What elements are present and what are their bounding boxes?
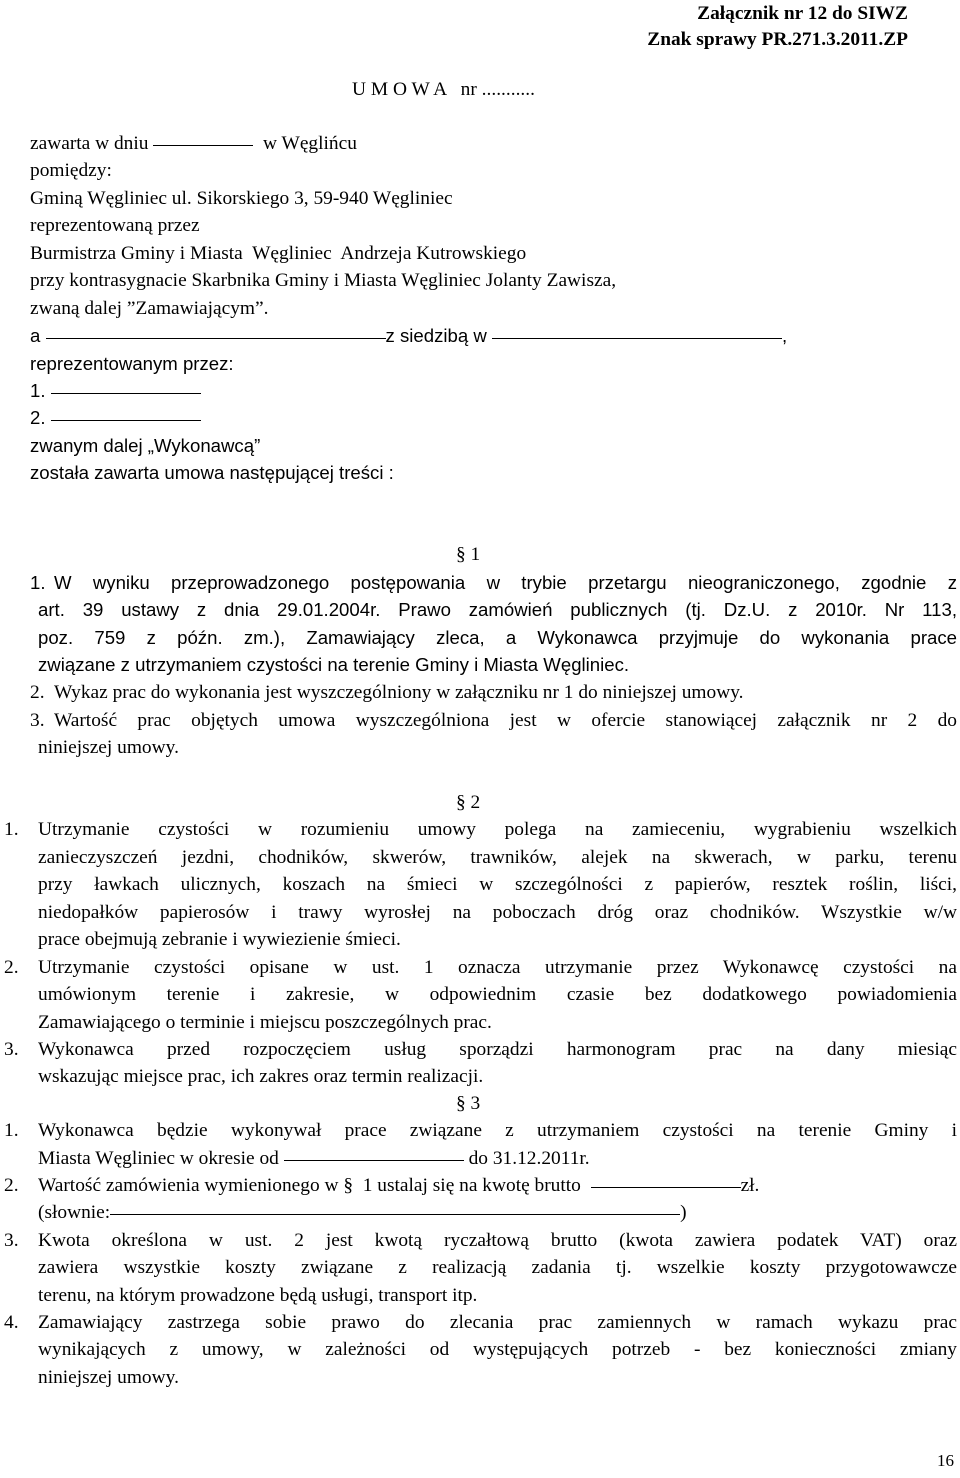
attachment-label: Załącznik nr 12 do SIWZ bbox=[697, 3, 908, 24]
s1-p3-number: 3. bbox=[30, 710, 45, 731]
contractor-defined: zwanym dalej „Wykonawcą” bbox=[30, 435, 261, 456]
s3-p3-line: Kwota określona w ust. 2 jest kwotą ryczałtową brutto (kwota zawiera podatek VAT) oraz bbox=[38, 1230, 957, 1251]
s3-p2-words-line: (słownie: ) bbox=[38, 1202, 687, 1223]
s1-p1-line: poz. 759 z późn. zm.), Zamawiający zleca, a Wykonawca przyjmuje do wykonania prace bbox=[38, 627, 957, 648]
represented-by-2: reprezentowanym przez: bbox=[30, 353, 234, 374]
rep-line-2: 2. bbox=[30, 409, 201, 428]
party1-address: Gminą Węgliniec ul. Sikorskiego 3, 59-940 Węgliniec bbox=[30, 188, 453, 209]
s3-p3-line: zawiera wszystkie koszty związane z realizacją zadania tj. wszelkie koszty przygotowawcze bbox=[38, 1257, 957, 1278]
s1-p2-number: 2. bbox=[30, 682, 45, 703]
s3-p4-line: Zamawiający zastrzega sobie prawo do zlecania prac zamiennych w ramach wykazu prac bbox=[38, 1312, 957, 1333]
case-number: Znak sprawy PR.271.3.2011.ZP bbox=[647, 29, 908, 50]
s3-p2-number: 2. bbox=[4, 1175, 19, 1196]
s3-p2-amount-line: Wartość zamówienia wymienionego w § 1 ustalaj się na kwotę brutto zł. bbox=[38, 1175, 760, 1196]
s1-p2-line: Wykaz prac do wykonania jest wyszczególniony w załączniku nr 1 do niniejszej umowy. bbox=[54, 682, 744, 703]
s2-p3-line: wskazując miejsce prac, ich zakres oraz termin realizacji. bbox=[38, 1066, 484, 1087]
s3-p4-line: niniejszej umowy. bbox=[38, 1367, 179, 1388]
s3-p1-term-line: Miasta Węgliniec w okresie od do 31.12.2011r. bbox=[38, 1148, 590, 1169]
concluded-date-line: zawarta w dniu w Węglińcu bbox=[30, 133, 357, 154]
section-2-heading: § 2 bbox=[456, 792, 481, 813]
s1-p1-line: związane z utrzymaniem czystości na terenie Gminy i Miasta Węgliniec. bbox=[38, 654, 630, 675]
s2-p1-line: zanieczyszczeń jezdni, chodników, skwerów, trawników, alejek na skwerach, w parku, terenu bbox=[38, 847, 957, 868]
rep1-blank bbox=[51, 393, 201, 394]
rep-line-1: 1. bbox=[30, 382, 201, 401]
mayor-line: Burmistrza Gminy i Miasta Węgliniec Andrzeja Kutrowskiego bbox=[30, 243, 527, 264]
contractor-seat-line: a z siedzibą w , bbox=[30, 325, 788, 346]
between-label: pomiędzy: bbox=[30, 160, 112, 181]
s2-p3-number: 3. bbox=[4, 1039, 19, 1060]
s1-p3-line: Wartość prac objętych umowa wyszczególniona jest w ofercie stanowiącej załącznik nr 2 do bbox=[54, 710, 957, 731]
s3-p4-line: wynikających z umowy, w zależności od występujących potrzeb - bez konieczności zmiany bbox=[38, 1339, 957, 1360]
s1-p1-number: 1. bbox=[30, 572, 46, 593]
s2-p1-line: prace obejmują zebranie i wywiezienie śmieci. bbox=[38, 929, 401, 950]
section-1-heading: § 1 bbox=[456, 544, 481, 565]
contract-title: U M O W A nr ........... bbox=[352, 79, 535, 100]
s3-p3-line: terenu, na którym prowadzone będą usługi, transport itp. bbox=[38, 1285, 478, 1306]
seat-blank bbox=[492, 338, 782, 339]
s3-p1-line: Wykonawca będzie wykonywał prace związane z utrzymaniem czystości na terenie Gminy i bbox=[38, 1120, 957, 1141]
s1-p3-line: niniejszej umowy. bbox=[38, 737, 179, 758]
s2-p2-line: Utrzymanie czystości opisane w ust. 1 oznacza utrzymanie przez Wykonawcę czystości na bbox=[38, 957, 957, 978]
s2-p2-line: Zamawiającego o terminie i miejscu poszczególnych prac. bbox=[38, 1012, 492, 1033]
date-blank bbox=[153, 145, 253, 146]
concluded-line: została zawarta umowa następującej treści : bbox=[30, 462, 394, 483]
s2-p1-number: 1. bbox=[4, 819, 19, 840]
employer-defined: zwaną dalej ”Zamawiającym”. bbox=[30, 298, 269, 319]
s2-p1-line: przy ławkach ulicznych, koszach na śmieci w szczególności z papierów, resztek roślin, liści, bbox=[38, 874, 957, 895]
s3-p1-number: 1. bbox=[4, 1120, 19, 1141]
s2-p2-line: umówionym terenie i zakresie, w odpowiednim czasie bez dodatkowego powiadomienia bbox=[38, 984, 957, 1005]
s2-p1-line: Utrzymanie czystości w rozumieniu umowy polega na zamieceniu, wygrabieniu wszelkich bbox=[38, 819, 957, 840]
page-number: 16 bbox=[937, 1451, 954, 1470]
s1-p1-line: W wyniku przeprowadzonego postępowania w trybie przetargu nieograniczonego, zgodnie z bbox=[54, 572, 957, 593]
contractor-name-blank bbox=[46, 338, 386, 339]
start-date-blank bbox=[284, 1160, 464, 1161]
s2-p2-number: 2. bbox=[4, 957, 19, 978]
rep2-blank bbox=[51, 420, 201, 421]
cosign-line: przy kontrasygnacie Skarbnika Gminy i Miasta Węgliniec Jolanty Zawisza, bbox=[30, 270, 617, 291]
represented-by: reprezentowaną przez bbox=[30, 215, 200, 236]
s3-p3-number: 3. bbox=[4, 1230, 19, 1251]
s3-p4-number: 4. bbox=[4, 1312, 19, 1333]
section-3-heading: § 3 bbox=[456, 1093, 481, 1114]
s1-p1-line: art. 39 ustawy z dnia 29.01.2004r. Prawo zamówień publicznych (tj. Dz.U. z 2010r. Nr 113, bbox=[38, 599, 957, 620]
s2-p1-line: niedopałków papierosów i trawy wyrosłej na poboczach dróg oraz chodników. Wszystkie w/w bbox=[38, 902, 957, 923]
s2-p3-line: Wykonawca przed rozpoczęciem usług sporządzi harmonogram prac na dany miesiąc bbox=[38, 1039, 957, 1060]
amount-words-blank bbox=[110, 1214, 680, 1215]
amount-blank bbox=[591, 1187, 741, 1188]
